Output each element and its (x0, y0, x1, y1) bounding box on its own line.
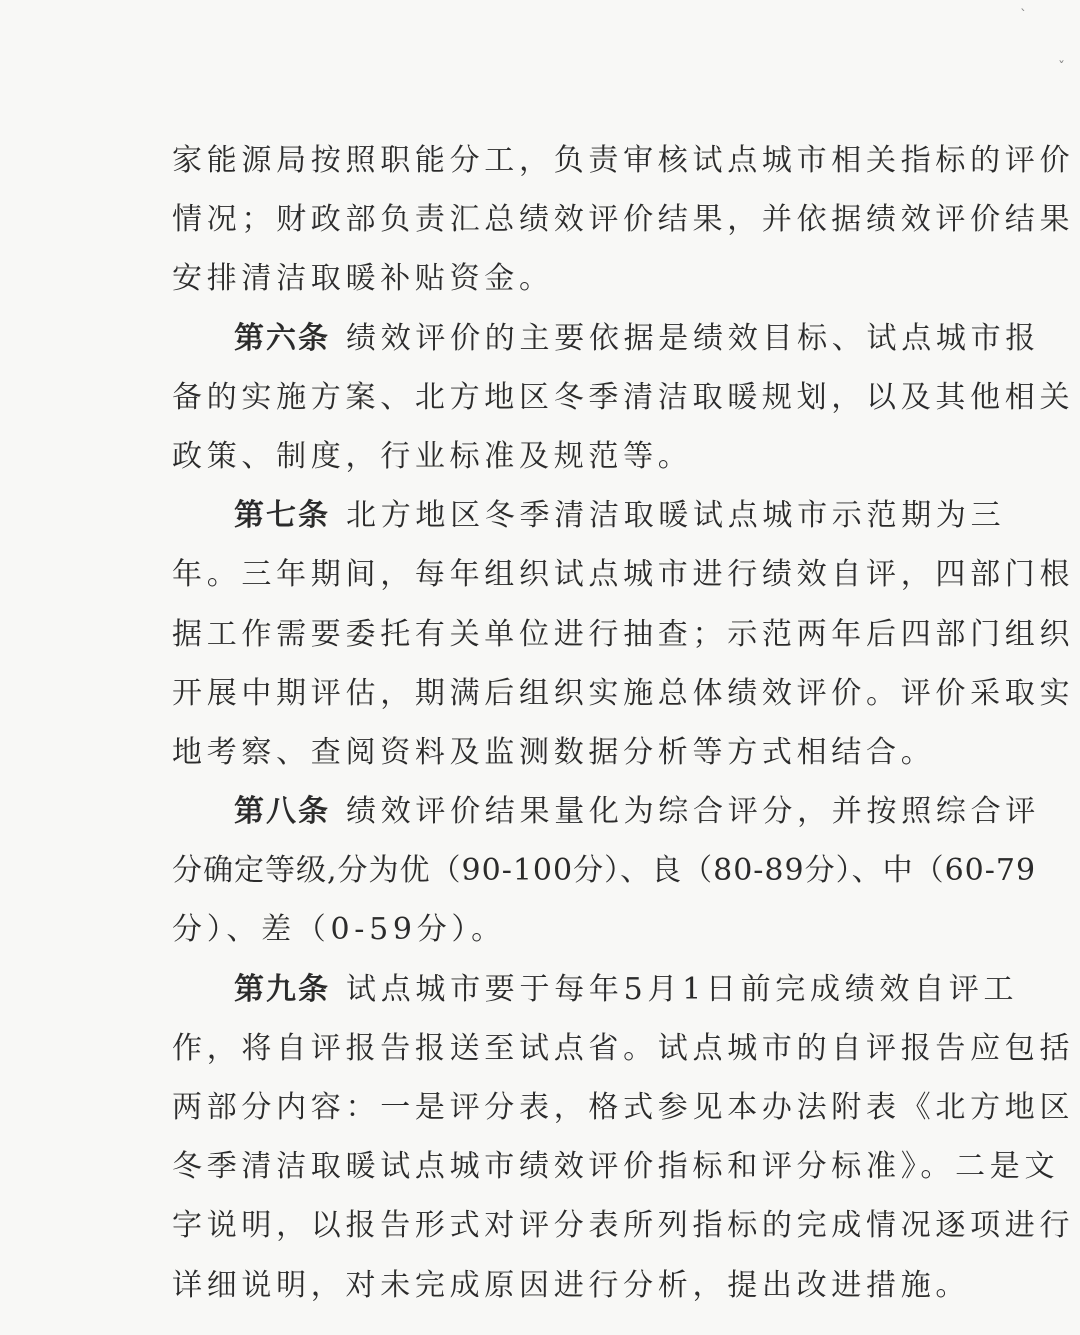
article-label: 第九条 (234, 971, 330, 1007)
text-line: 开展中期评估，期满后组织实施总体绩效评价。评价采取实 (172, 675, 1075, 711)
text-line: 分）、差（0-59分）。 (172, 912, 506, 948)
text-line: 年。三年期间，每年组织试点城市进行绩效自评，四部门根 (172, 557, 1075, 593)
scan-speck-icon: ˇ (1058, 60, 1065, 76)
text-line: 家能源局按照职能分工，负责审核试点城市相关指标的评价 (172, 143, 1075, 178)
article-7-heading-line: 第七条 北方地区冬季清洁取暖试点城市示范期为三 (234, 498, 1006, 534)
text-line: 分确定等级,分为优（90-100分）、良（80-89分）、中（60-79 (172, 853, 1037, 889)
text-line: 备的实施方案、北方地区冬季清洁取暖规划，以及其他相关 (172, 379, 1075, 415)
article-label: 第六条 (234, 320, 330, 356)
text-line: 据工作需要委托有关单位进行抽查；示范两年后四部门组织 (172, 616, 1075, 652)
scan-speck-icon: ˋ (1020, 8, 1027, 24)
text-line: 字说明，以报告形式对评分表所列指标的完成情况逐项进行 (172, 1208, 1075, 1244)
article-label: 第七条 (234, 498, 330, 534)
article-8-heading-line: 第八条 绩效评价结果量化为综合评分，并按照综合评 (234, 794, 1040, 830)
text-line: 地考察、查阅资料及监测数据分析等方式相结合。 (172, 734, 936, 770)
text-line: 两部分内容：一是评分表，格式参见本办法附表《北方地区 (172, 1090, 1075, 1125)
text-line: 情况；财政部负责汇总绩效评价结果，并依据绩效评价结果 (172, 202, 1075, 238)
article-9-heading-line: 第九条 试点城市要于每年5月1日前完成绩效自评工 (234, 971, 1019, 1007)
text-line: 安排清洁取暖补贴资金。 (172, 261, 554, 297)
text-line: 详细说明，对未完成原因进行分析，提出改进措施。 (172, 1267, 971, 1303)
document-body (172, 135, 1075, 1319)
article-6-heading-line: 第六条 绩效评价的主要依据是绩效目标、试点城市报 (234, 320, 1040, 356)
text-line: 冬季清洁取暖试点城市绩效评价指标和评分标准》。二是文 (172, 1149, 1060, 1185)
article-label: 第八条 (234, 794, 330, 830)
text-line: 作，将自评报告报送至试点省。试点城市的自评报告应包括 (172, 1030, 1075, 1066)
text-line: 政策、制度，行业标准及规范等。 (172, 438, 693, 474)
